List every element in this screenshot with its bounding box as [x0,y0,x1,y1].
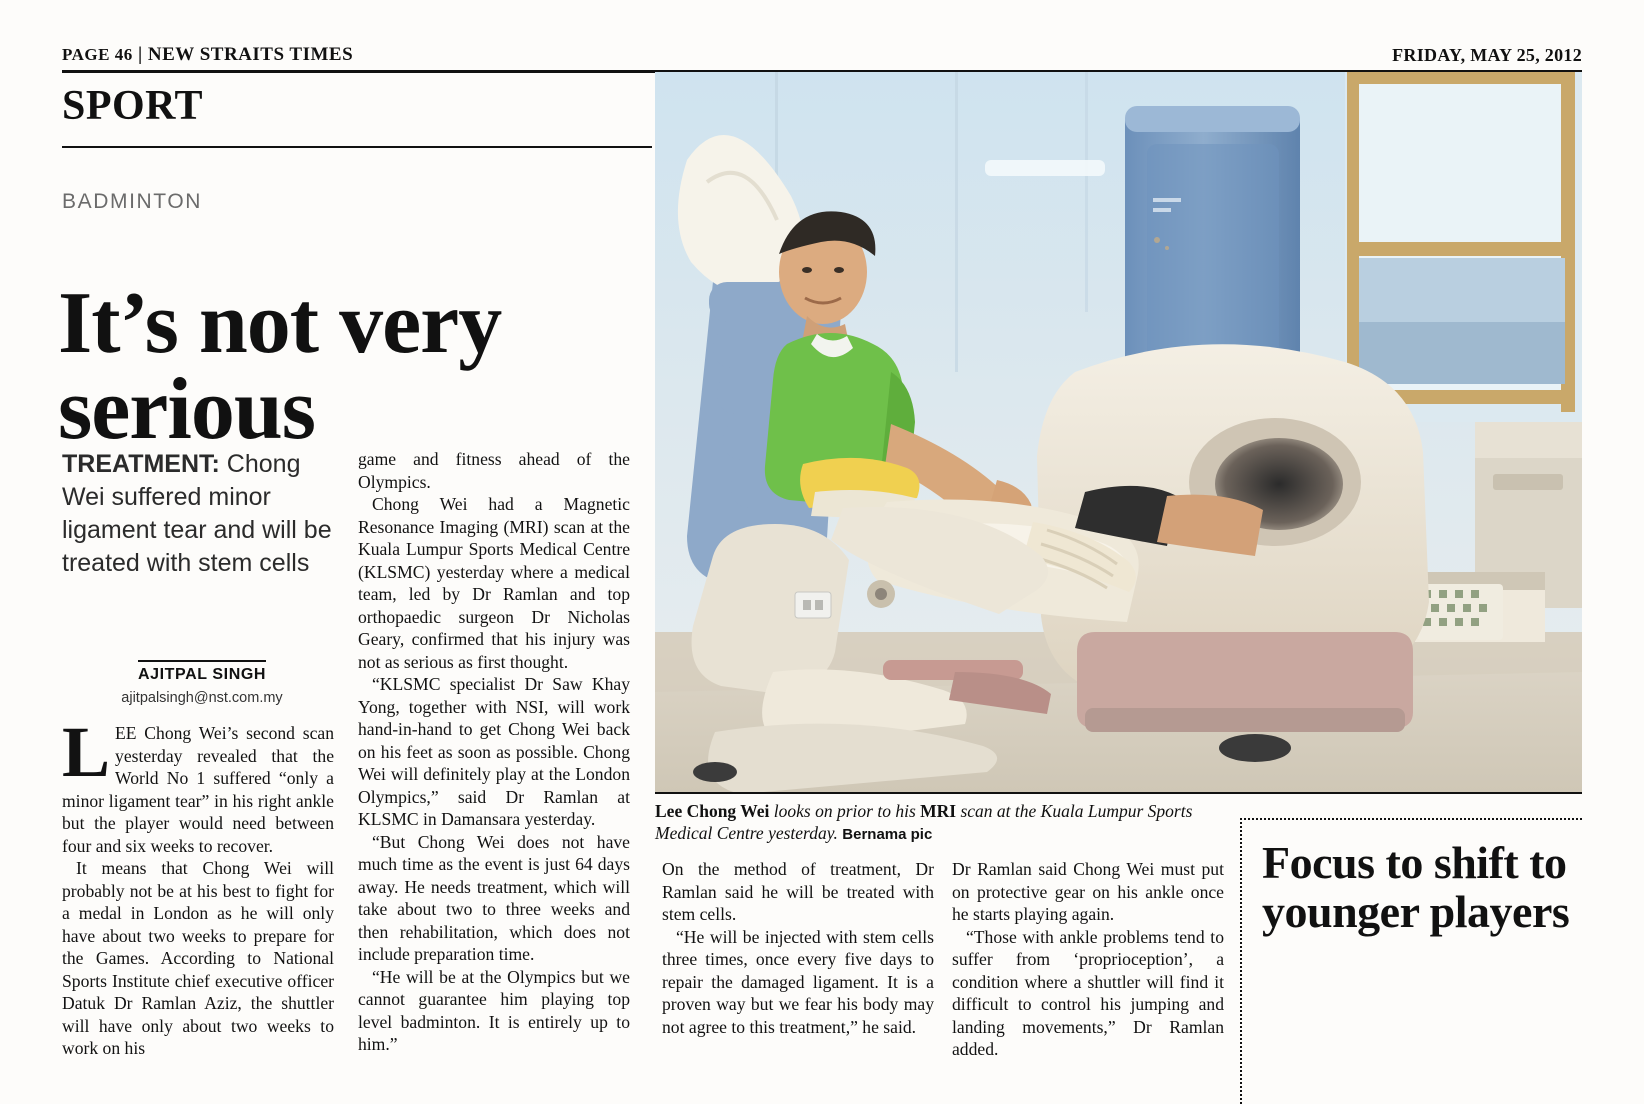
body-column-4 [952,858,1224,1061]
section-divider [62,146,652,148]
paragraph: “Those with ankle problems tend to suffer from ‘proprioception’, a condition where a shuttler will find it difficult to control his jumping and landing movements,” Dr Ramlan added. [952,926,1224,1060]
standfirst-text: Chong Wei suffered minor ligament tear and will be treated with stem cells [62,450,332,577]
byline-email: ajitpalsingh@nst.com.my [121,690,283,706]
paragraph: “KLSMC specialist Dr Saw Khay Yong, together with NSI, will work hand-in-hand to get Chong Wei back on his feet as soon as possible. Chong Wei will definitely play at the London Olympics,” said Dr Ramlan at KLSMC in Damansara yesterday. [358,674,630,830]
masthead-left [62,44,353,66]
photo-caption [655,800,1235,845]
caption-text-2: scan at the Kuala Lumpur Sports Medical Centre yesterday. [655,801,1193,844]
paragraph: “He will be injected with stem cells three times, once every five days to repair the damaged ligament. It is a proven way but we fear his body may not agree to this treatment,” he said. [662,926,934,1037]
teaser-headline[interactable]: Focus to shift to younger players [1262,837,1570,938]
paragraph [62,712,334,857]
paragraph-text: EE Chong Wei’s second scan yesterday revealed that the World No 1 suffered “only a minor ligament tear” in his right ankle but the player would need between four and six weeks to recover. [62,723,334,856]
issue-date: FRIDAY, MAY 25, 2012 [1392,45,1582,65]
section-title: SPORT [62,83,204,129]
paragraph: “But Chong Wei does not have much time as the event is just 64 days away. He needs treatment, which will take about two to three weeks and then rehabilitation, which does not include preparation time. [358,831,630,965]
masthead-separator: | [137,44,143,65]
body-column-2 [358,448,630,1056]
standfirst-label: TREATMENT: [62,450,220,478]
drop-cap: L [62,712,111,792]
masthead [62,44,1582,73]
paragraph: It means that Chong Wei will probably not be at his best to fight for a medal in London as he will only have about two weeks to prepare for the Games. According to National Sports Institute chief executive officer Datuk Dr Ramlan Aziz, the shuttler will have only about two weeks to work on his [62,858,334,1059]
caption-lead: Lee Chong Wei [655,801,770,821]
paragraph: Dr Ramlan said Chong Wei must put on protective gear on his ankle once he starts playing again. [952,859,1224,925]
standfirst [62,448,334,580]
caption-divider [655,792,1582,794]
body-column-1 [62,712,334,1060]
paragraph: Chong Wei had a Magnetic Resonance Imaging (MRI) scan at the Kuala Lumpur Sports Medical Centre (KLSMC) yesterday where a medical team, led by Dr Ramlan and top orthopaedic surgeon Dr Nicholas Geary, confirmed that his injury was not as serious as first thought. [358,494,630,672]
paragraph: On the method of treatment, Dr Ramlan said he will be treated with stem cells. [662,859,934,925]
paragraph: game and fitness ahead of the Olympics. [358,449,630,492]
publication-name: NEW STRAITS TIMES [147,44,354,65]
patient-in-mri-scanner-photo [655,72,1582,792]
page-title: It’s not very serious [58,274,502,459]
photo-illustration [655,72,1582,792]
byline-author: AJITPAL SINGH [137,666,267,683]
teaser-divider-left [1240,818,1242,1104]
body-column-3 [662,858,934,1038]
page-number-label: PAGE 46 [62,45,133,64]
teaser-divider-top [1240,818,1582,820]
photo-credit: Bernama pic [842,826,933,844]
caption-text-1: looks on prior to his [769,801,921,821]
caption-bold-mid: MRI [920,801,957,821]
byline-divider [138,660,266,662]
paragraph: “He will be at the Olympics but we cannot guarantee him playing top level badminton. It is entirely up to him.” [358,966,630,1055]
article-kicker: BADMINTON [62,190,203,213]
